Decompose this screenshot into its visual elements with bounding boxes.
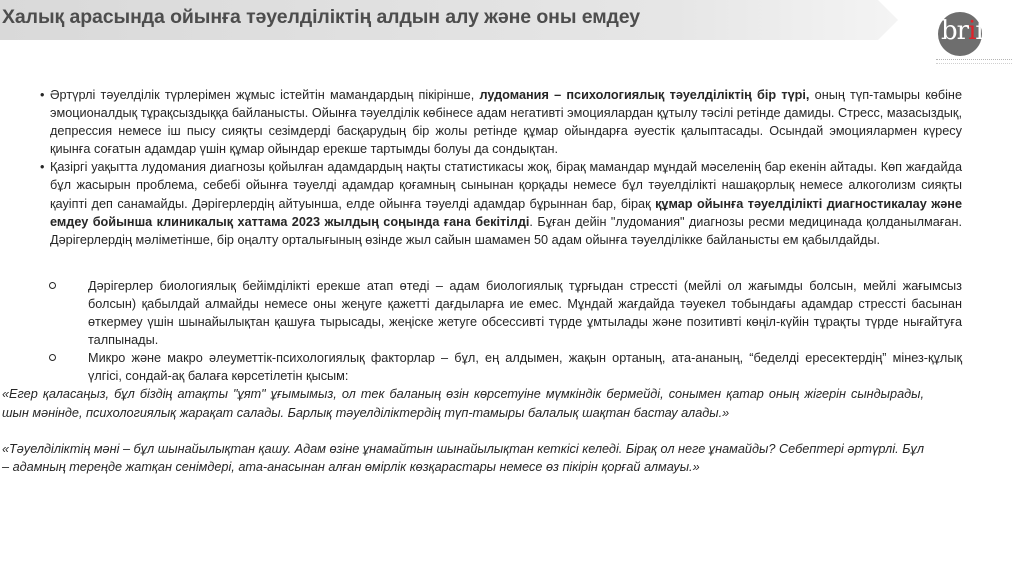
quote-escape-reality: «Тәуелділіктің мәні – бұл шынайылықтан қашу. Адам өзіне ұнамайтын шынайылықтан кеткісі келеді. Бірақ ол неге ұнамайды? Себептері әртүрлі. Бұл – адамның тереңде жатқан сенімдері, ата-анасынан алған өмірлік көзқарастары немесе өз пікірін қорғай алмауы.» <box>2 441 924 474</box>
title-band <box>0 0 1024 40</box>
ring-bullet-icon <box>49 282 56 289</box>
sub-bullet-item-social-factors: Микро және макро әлеуметтік-психологиялық факторлар – бұл, ең алдымен, жақын ортаның, ата-ананың, “беделді ересектердің” мінез-құлық үлгісі, сондай-ақ балаға көрсетілетін қысым: <box>40 349 962 385</box>
bullet-list <box>40 86 962 249</box>
logo-text: brif <box>941 16 985 46</box>
sub-bullet-item-biological: Дәрігерлер биологиялық бейімділікті ерекше атап өтеді – адам биологиялық тұрғыдан стрессті (мейлі ол жағымды болсын, мейлі жағымсыз болсын) қабылдай алмайды немесе оны жеңуге қажетті дағдыларға ие емес. Мұндай жағдайда тәуекел тобындағы адамдар стрессті басынан өткермеу үшін шынайылықтан қашуға тырысады, жеңіске жетуге обсессивті түрде ұмтылады және позитивті көңіл-күйін тұрақты түрде нығайтуға талпынады. <box>40 277 962 349</box>
bullet-item-statistics: • Қазіргі уақытта лудомания диагнозы қойылған адамдардың нақты статистикасы жоқ, бірақ мамандар мұндай мәселенің бар екенін айтады. Көп жағдайда бұл жасырын проблема, себебі ойынға тәуелді адамдар қоғамның сынынан қорқады немесе бұл тәуелділікті нашақорлық немесе алкоголизм сияқты қауіпті деп санамайды. Дәрігерлердің айтуынша, елде ойынға тәуелді адамдар бұрыннан бар, бірақ құмар ойынға тәуелділікті диагностикалау және емдеу бойынша клиникалық хаттама 2023 жылдың соңында ғана бекітілді. Бұған дейін "лудомания" диагнозы ресми медицинада қолданылмаған. Дәрігерлердің мәліметінше, бір оңалту орталығының өзінде жыл сайын шамамен 50 адам ойынға тәуелділікке байланысты ем қабылдайды. <box>40 160 962 247</box>
bullet-dot-icon: • <box>40 88 45 102</box>
ring-bullet-icon <box>49 354 56 361</box>
bullet-item-ludomania-definition: • Әртүрлі тәуелділік түрлерімен жұмыс істейтін мамандардың пікірінше, лудомания – психологиялық тәуелділіктің бір түрі, оның түп-тамыры көбіне эмоционалдық тұрақсыздыққа байланысты. Ойынға тәуелділік көбінесе адам негативті эмоциялардан құтылу тәсілі ретінде дамиды. Стресс, мазасыздық, депрессия немесе іш пысу сияқты сезімдерді басқарудың бір жолы ретінде құмар ойындарға әуестік қалыптасады. Осындай эмоциялармен күресу қиынға соғатын адамдар үшін құмар ойындар ерекше тартымды болуы да сондықтан. <box>40 88 962 157</box>
page-title: Халық арасында ойынға тәуелділіктің алдын алу және оны емдеу <box>2 6 641 28</box>
quote-shame: «Егер қаласаңыз, бұл біздің атақты "ұят" ұғымымыз, ол тек баланың өзін көрсетуіне мүмкіндік бермейді, сонымен қатар оның жігерін сындырады, шын мәнінде, психологиялық жарақат салады. Барлық тәуелділіктердің түп-тамыры балалық шақтан бастау алады.» <box>2 387 924 420</box>
main-content <box>2 86 962 476</box>
bullet-dot-icon: • <box>40 160 45 175</box>
brif-logo <box>938 12 1010 56</box>
logo-tagline <box>936 59 1012 64</box>
sub-bullet-list <box>40 277 962 386</box>
